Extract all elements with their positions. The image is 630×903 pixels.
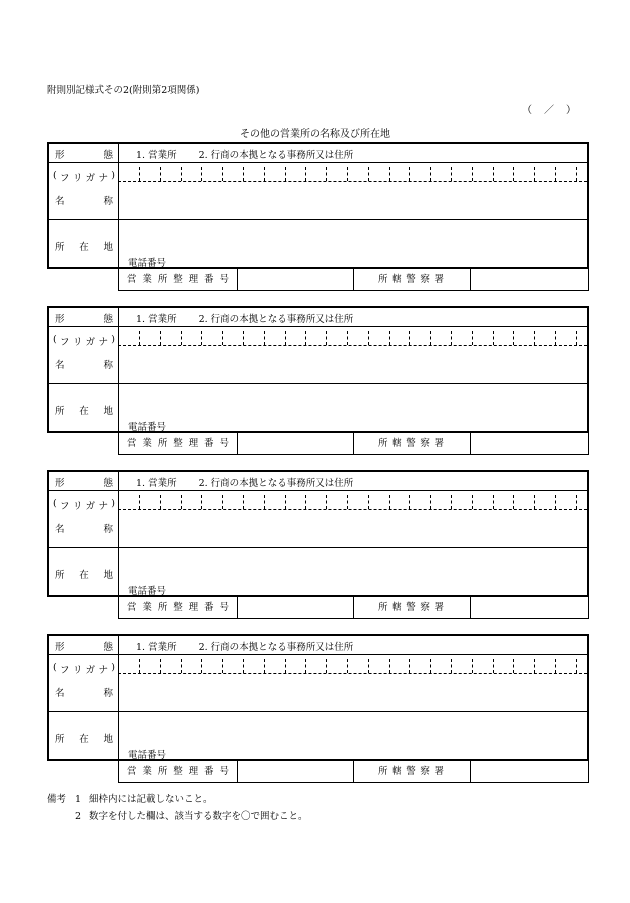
name-label: 名 称 — [55, 524, 113, 535]
furigana-divider — [534, 495, 535, 509]
furigana-divider — [493, 495, 494, 509]
note-text: 細枠内には記載しないこと。 — [89, 794, 213, 805]
form-type-options[interactable]: 1. 営業所 2. 行商の本拠となる事務所又は住所 — [136, 150, 354, 161]
form-title: その他の営業所の名称及び所在地 — [240, 129, 390, 140]
furigana-divider — [347, 167, 348, 181]
furigana-divider — [368, 167, 369, 181]
phone-label: 電話番号 — [128, 422, 167, 433]
furigana-label: ( フ リ ガ ナ ) — [53, 498, 115, 512]
form-type-label: 形 態 — [55, 478, 113, 489]
office-block — [47, 142, 589, 292]
form-reference: 附則別記様式その2(附則第2項関係) — [47, 85, 200, 96]
furigana-divider — [513, 331, 514, 345]
name-label: 名 称 — [55, 688, 113, 699]
furigana-separator — [118, 345, 587, 346]
furigana-divider — [305, 167, 306, 181]
furigana-divider — [409, 167, 410, 181]
furigana-divider — [389, 167, 390, 181]
furigana-divider — [326, 167, 327, 181]
furigana-divider — [555, 331, 556, 345]
furigana-divider — [243, 659, 244, 673]
police-station-label: 所 轄 警 察 署 — [354, 269, 471, 290]
furigana-label: ( フ リ ガ ナ ) — [53, 662, 115, 676]
furigana-divider — [264, 495, 265, 509]
form-type-label: 形 態 — [55, 642, 113, 653]
furigana-divider — [451, 167, 452, 181]
furigana-divider — [555, 167, 556, 181]
office-number-field[interactable] — [238, 597, 354, 618]
office-block — [47, 470, 589, 620]
furigana-separator — [118, 509, 587, 510]
office-sub-row — [118, 761, 589, 783]
furigana-divider — [139, 331, 140, 345]
furigana-separator — [118, 673, 587, 674]
furigana-divider — [472, 659, 473, 673]
police-station-label: 所 轄 警 察 署 — [354, 597, 471, 618]
furigana-divider — [181, 331, 182, 345]
furigana-divider — [222, 167, 223, 181]
address-label: 所 在 地 — [55, 406, 113, 417]
office-number-label: 営 業 所 整 理 番 号 — [119, 761, 238, 782]
furigana-divider — [430, 167, 431, 181]
furigana-divider — [139, 167, 140, 181]
furigana-divider — [139, 495, 140, 509]
furigana-divider — [243, 495, 244, 509]
address-label: 所 在 地 — [55, 242, 113, 253]
furigana-divider — [430, 495, 431, 509]
address-label: 所 在 地 — [55, 734, 113, 745]
police-station-field[interactable] — [471, 761, 588, 782]
furigana-divider — [576, 659, 577, 673]
furigana-divider — [451, 659, 452, 673]
furigana-divider — [160, 659, 161, 673]
furigana-divider — [472, 331, 473, 345]
furigana-divider — [368, 659, 369, 673]
notes-section — [47, 791, 308, 825]
phone-label: 電話番号 — [128, 586, 167, 597]
furigana-divider — [347, 331, 348, 345]
furigana-divider — [139, 659, 140, 673]
furigana-divider — [305, 331, 306, 345]
furigana-divider — [222, 495, 223, 509]
furigana-divider — [201, 495, 202, 509]
office-main-box — [47, 634, 589, 761]
furigana-divider — [181, 495, 182, 509]
furigana-divider — [513, 659, 514, 673]
name-label: 名 称 — [55, 196, 113, 207]
phone-label: 電話番号 — [128, 258, 167, 269]
notes-heading: 備考 — [47, 794, 67, 805]
furigana-divider — [222, 659, 223, 673]
office-main-box — [47, 142, 589, 269]
furigana-separator — [118, 181, 587, 182]
address-label: 所 在 地 — [55, 570, 113, 581]
office-block — [47, 306, 589, 456]
furigana-divider — [534, 167, 535, 181]
furigana-divider — [555, 495, 556, 509]
furigana-divider — [368, 495, 369, 509]
furigana-divider — [493, 331, 494, 345]
furigana-divider — [264, 659, 265, 673]
furigana-divider — [513, 167, 514, 181]
note-number: 2 — [75, 811, 82, 822]
furigana-divider — [472, 167, 473, 181]
furigana-divider — [305, 495, 306, 509]
furigana-divider — [160, 495, 161, 509]
office-number-label: 営 業 所 整 理 番 号 — [119, 433, 238, 454]
furigana-divider — [409, 331, 410, 345]
furigana-divider — [534, 659, 535, 673]
furigana-divider — [285, 495, 286, 509]
furigana-divider — [534, 331, 535, 345]
police-station-label: 所 轄 警 察 署 — [354, 433, 471, 454]
office-number-field[interactable] — [238, 433, 354, 454]
furigana-divider — [409, 495, 410, 509]
form-type-options[interactable]: 1. 営業所 2. 行商の本拠となる事務所又は住所 — [136, 478, 354, 489]
furigana-divider — [201, 331, 202, 345]
furigana-divider — [285, 659, 286, 673]
furigana-divider — [305, 659, 306, 673]
office-number-label: 営 業 所 整 理 番 号 — [119, 597, 238, 618]
furigana-divider — [576, 495, 577, 509]
police-station-label: 所 轄 警 察 署 — [354, 761, 471, 782]
name-label: 名 称 — [55, 360, 113, 371]
furigana-label: ( フ リ ガ ナ ) — [53, 170, 115, 184]
furigana-divider — [222, 331, 223, 345]
form-type-options[interactable]: 1. 営業所 2. 行商の本拠となる事務所又は住所 — [136, 642, 354, 653]
furigana-divider — [576, 167, 577, 181]
furigana-divider — [430, 331, 431, 345]
furigana-divider — [264, 167, 265, 181]
furigana-divider — [326, 331, 327, 345]
note-number: 1 — [75, 794, 82, 805]
form-type-options[interactable]: 1. 営業所 2. 行商の本拠となる事務所又は住所 — [136, 314, 354, 325]
furigana-divider — [493, 167, 494, 181]
office-sub-row — [118, 433, 589, 455]
furigana-divider — [389, 495, 390, 509]
office-number-label: 営 業 所 整 理 番 号 — [119, 269, 238, 290]
furigana-divider — [389, 331, 390, 345]
furigana-divider — [326, 495, 327, 509]
furigana-divider — [201, 659, 202, 673]
police-station-field[interactable] — [471, 433, 588, 454]
furigana-label: ( フ リ ガ ナ ) — [53, 334, 115, 348]
furigana-divider — [160, 167, 161, 181]
phone-label: 電話番号 — [128, 750, 167, 761]
furigana-divider — [201, 167, 202, 181]
furigana-divider — [555, 659, 556, 673]
furigana-divider — [368, 331, 369, 345]
office-number-field[interactable] — [238, 269, 354, 290]
office-number-field[interactable] — [238, 761, 354, 782]
furigana-divider — [451, 331, 452, 345]
furigana-divider — [347, 495, 348, 509]
furigana-divider — [285, 331, 286, 345]
furigana-divider — [389, 659, 390, 673]
furigana-divider — [472, 495, 473, 509]
form-type-label: 形 態 — [55, 314, 113, 325]
furigana-divider — [430, 659, 431, 673]
page-counter: （ ／ ） — [522, 105, 577, 116]
furigana-divider — [285, 167, 286, 181]
furigana-divider — [181, 167, 182, 181]
furigana-divider — [576, 331, 577, 345]
form-type-label: 形 態 — [55, 150, 113, 161]
police-station-field[interactable] — [471, 269, 588, 290]
police-station-field[interactable] — [471, 597, 588, 618]
furigana-divider — [181, 659, 182, 673]
furigana-divider — [513, 495, 514, 509]
furigana-divider — [409, 659, 410, 673]
furigana-divider — [243, 167, 244, 181]
office-sub-row — [118, 269, 589, 291]
furigana-divider — [264, 331, 265, 345]
furigana-divider — [347, 659, 348, 673]
furigana-divider — [493, 659, 494, 673]
office-block — [47, 634, 589, 784]
office-main-box — [47, 306, 589, 433]
furigana-divider — [451, 495, 452, 509]
office-sub-row — [118, 597, 589, 619]
office-main-box — [47, 470, 589, 597]
furigana-divider — [326, 659, 327, 673]
note-text: 数字を付した欄は、該当する数字を〇で囲むこと。 — [89, 811, 308, 822]
furigana-divider — [160, 331, 161, 345]
furigana-divider — [243, 331, 244, 345]
